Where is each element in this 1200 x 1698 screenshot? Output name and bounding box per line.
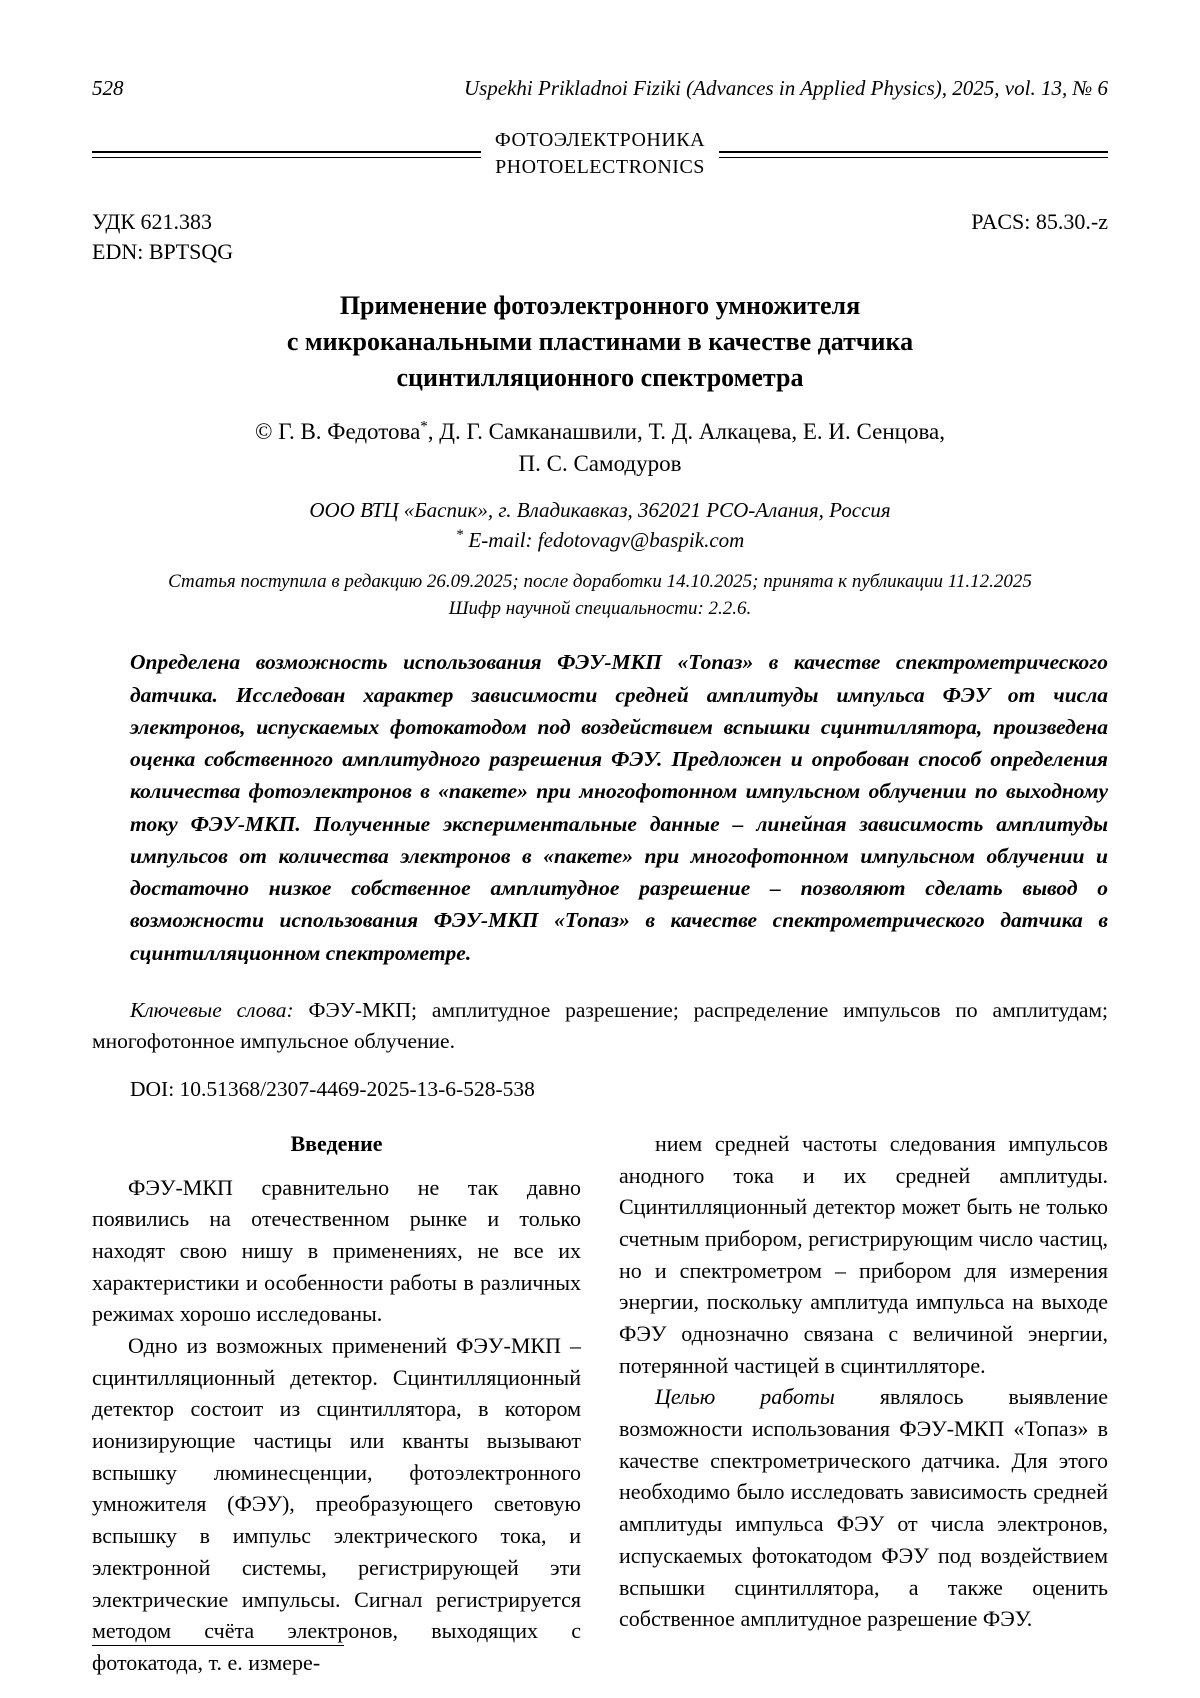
paragraph-left-2: Одно из возможных применений ФЭУ-МКП – сцинтилляционный детектор. Сцинтилляционный детектор состоит из сцинтиллятора, в котором ионизирующие частицы или кванты вызывают вспышку люминесценции, фотоэлектронного умножителя (ФЭУ), преобразующего световую вспышку в импульс электрического тока, и электронной системы, регистрирующей эти электрические импульсы. Сигнал регистрируется методом счёта электронов, выходящих с фотокатода, т. е. измере- [92, 1333, 581, 1675]
page-number: 528 [92, 76, 124, 100]
running-head [92, 76, 1108, 101]
body-columns [92, 1128, 1108, 1678]
abstract-text: Определена возможность использования ФЭУ-МКП «Топаз» в качестве спектрометрического датчика. Исследован характер зависимости средней амплитуды импульса ФЭУ от числа электронов, испускаемых фотокатодом под воздействием вспышки сцинтиллятора, произведена оценка собственного амплитудного разрешения ФЭУ. Предложен и опробован способ определения количества фотоэлектронов в «пакете» при многофотонном импульсном облучении по выходному току ФЭУ-МКП. Полученные экспериментальные данные – линейная зависимость амплитуды импульсов от количества электронов в «пакете» при многофотонном импульсном облучении и достаточно низкое собственное амплитудное разрешение – позволяют сделать вывод о возможности использования ФЭУ-МКП «Топаз» в качестве спектрометрического датчика в сцинтилляционном спектрометре. [130, 650, 1108, 965]
rubric-rule-right [719, 151, 1108, 158]
udk-code: УДК 621.383 [92, 209, 213, 234]
footnote-rule [92, 1645, 344, 1646]
rubric-rule-left [92, 151, 481, 158]
left-column [92, 1128, 581, 1678]
specialty-code: Шифр научной специальности: 2.2.6. [448, 597, 752, 619]
rubric-title-en: PHOTOELECTRONICS [495, 156, 705, 178]
aim-label: Целью работы [655, 1384, 835, 1410]
received-dates: Статья поступила в редакцию 26.09.2025; после доработки 14.10.2025; принята к публикации 11.12.2025 [168, 571, 1032, 593]
paragraph-right-2 [619, 1381, 1108, 1634]
keywords-text: ФЭУ-МКП; амплитудное разрешение; распределение импульсов по амплитудам; многофотонное импульсное облучение. [92, 997, 1108, 1053]
doi-text: DOI: 10.51368/2307-4469-2025-13-6-528-538 [130, 1077, 535, 1102]
article-title-line1: Применение фотоэлектронного умножителя [339, 291, 861, 321]
author-asterisk: * [420, 418, 428, 435]
keywords-block [92, 995, 1108, 1057]
author-first: © Г. В. Федотова [255, 419, 421, 444]
journal-title-header: Uspekhi Prikladnoi Fiziki (Advances in Applied Physics), 2025, vol. 13, № 6 [463, 76, 1108, 100]
email-address: E-mail: fedotovagv@baspik.com [463, 527, 745, 552]
rubric-title-ru: ФОТОЭЛЕКТРОНИКА [494, 129, 706, 151]
right-column [619, 1128, 1108, 1678]
keywords-label: Ключевые слова: [130, 997, 294, 1022]
authors-block [92, 416, 1108, 480]
aim-text: являлось выявление возможности использования ФЭУ-МКП «Топаз» в качестве спектрометрического датчика. Для этого необходимо было исследовать зависимость средней амплитуды импульса ФЭУ от числа электронов, испускаемых фотокатодом ФЭУ под воздействием вспышки сцинтиллятора, а также оценить собственное амплитудное разрешение ФЭУ. [619, 1384, 1108, 1632]
meta-left [92, 207, 233, 266]
paragraph-left-1: ФЭУ-МКП сравнительно не так давно появились на отечественном рынке и только находят свою нишу в применениях, не все их характеристики и особенности работы в различных режимах хорошо исследованы. [92, 1174, 581, 1327]
authors-line2: П. С. Самодуров [518, 451, 682, 477]
article-title [92, 288, 1108, 396]
article-title-line3: сцинтилляционного спектрометра [396, 363, 804, 393]
email-asterisk: * [455, 526, 464, 543]
intro-heading: Введение [290, 1131, 383, 1157]
authors-line1 [92, 416, 1108, 448]
email-line [92, 525, 1108, 554]
rubric-banner [92, 127, 1108, 181]
authors-rest: , Д. Г. Самканашвили, Т. Д. Алкацева, Е. И. Сенцова, [427, 419, 945, 444]
edn-code: EDN: BPTSQG [92, 238, 234, 264]
pacs-code: PACS: 85.30.-z [971, 209, 1108, 234]
received-block [92, 569, 1108, 622]
paragraph-right-1: нием средней частоты следования импульсов анодного тока и их средней амплитуды. Сцинтилляционный детектор может быть не только счетным прибором, регистрирующим число частиц, но и спектрометром – прибором для измерения энергии, поскольку амплитуда импульса на выходе ФЭУ однозначно связана с величиной энергии, потерянной частицей в сцинтилляторе. [619, 1131, 1108, 1378]
rubric-title [495, 127, 705, 181]
affiliation: ООО ВТЦ «Баспик», г. Владикавказ, 362021 РСО-Алания, Россия [309, 498, 891, 523]
article-title-line2: с микроканальными пластинами в качестве датчика [286, 327, 914, 357]
article-meta-row [92, 207, 1108, 266]
